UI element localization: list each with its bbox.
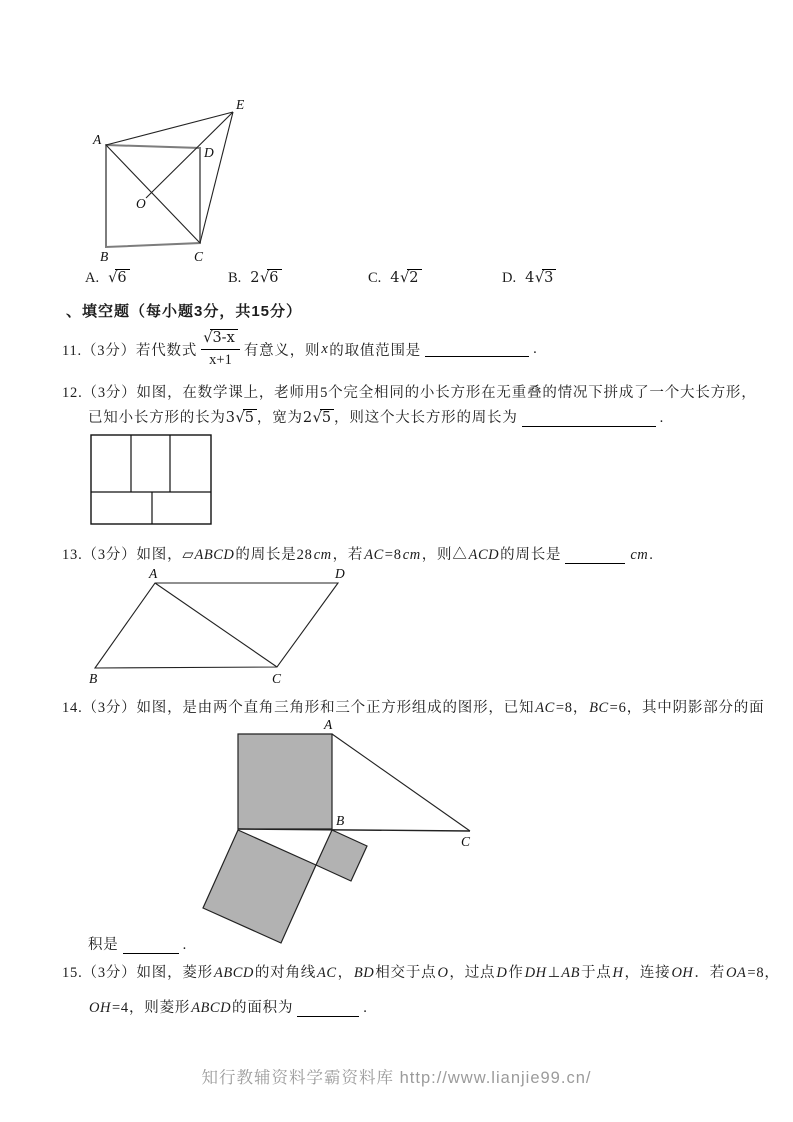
segment-ce (200, 112, 233, 243)
option-d-radicand: 3 (542, 269, 556, 286)
label-c: C (272, 671, 282, 686)
option-c-key: C. (368, 270, 382, 286)
q12-answer-blank (522, 411, 656, 427)
q12-text-2: ，宽为 (256, 410, 303, 426)
q12-radicand-2: 5 (320, 409, 334, 426)
radical-icon: √ (235, 410, 245, 426)
q15-text-11: =4，则菱形 (111, 1000, 191, 1016)
option-b-coef: 2 (250, 270, 261, 286)
label-a: A (93, 132, 102, 147)
q11-radicand: 3-x (210, 329, 237, 346)
radical-icon: √ (400, 270, 410, 286)
q11-denominator: x+1 (201, 349, 240, 369)
baseline-bc (238, 829, 470, 831)
q15-text-5: ，过点 (449, 965, 496, 981)
figure-parallelogram (80, 565, 370, 690)
option-a (85, 270, 130, 287)
footer-watermark: 知行教辅资料学霸资料库 http://www.lianjie99.cn/ (201, 1069, 592, 1087)
option-a-key: A. (85, 270, 100, 286)
label-d: D (204, 145, 214, 160)
label-d: D (335, 566, 345, 581)
hypotenuse-ac (332, 734, 470, 831)
q15-var-ab: AB (561, 965, 580, 981)
q15-var-bd: BD (353, 965, 375, 981)
label-a: A (324, 717, 333, 732)
radical-icon: √ (203, 330, 213, 347)
question-13 (62, 543, 654, 564)
diagonal-ac (155, 583, 277, 667)
label-e: E (236, 97, 245, 112)
big-rectangle (91, 435, 211, 524)
label-a: A (149, 566, 158, 581)
shaded-square-tilted-small (316, 830, 367, 881)
q14-text-2: =8， (555, 700, 589, 716)
q13-text-3: ，若 (332, 547, 364, 563)
q13-text-2: 的周长是28 (235, 547, 313, 563)
q14-var-ac: AC (535, 700, 555, 716)
q11-period: . (533, 340, 538, 357)
label-b: B (100, 249, 109, 264)
option-d (502, 270, 556, 287)
q15-text-1: 15.（3分）如图，菱形 (62, 965, 213, 981)
q13-unit-cm2: cm (402, 547, 421, 563)
q15-text-12: 的面积为 (232, 1000, 294, 1016)
option-d-coef: 4 (525, 270, 535, 286)
q13-var-abcd: ABCD (194, 547, 235, 563)
q11-numerator (201, 329, 240, 348)
figure-square-abcde (85, 95, 265, 267)
q12-radicand-1: 5 (243, 409, 257, 426)
question-12-line1: 12.（3分）如图，在数学课上，老师用5个完全相同的小长方形在无重叠的情况下拼成了一个大长方形， (62, 385, 757, 401)
q15-text-9: ．若 (694, 965, 725, 981)
radical-icon: √ (534, 270, 545, 286)
q11-text-1: 11.（3分）若代数式 (62, 342, 198, 359)
question-15-line2 (88, 996, 368, 1017)
q15-var-oa: OA (726, 965, 747, 981)
q13-unit-cm1: cm (313, 547, 332, 563)
question-11 (62, 330, 538, 368)
q15-var-abcd: ABCD (213, 965, 254, 981)
figure-rectangles (88, 432, 218, 529)
option-b (228, 270, 282, 287)
shaded-square-tilted-large (203, 830, 316, 943)
q15-text-4: 相交于点 (375, 965, 437, 981)
q14-period: . (182, 937, 188, 953)
q12-coef-1: 3 (225, 410, 236, 426)
q13-answer-blank (565, 548, 625, 564)
q11-fraction (201, 329, 240, 368)
q13-text-4: =8 (384, 547, 402, 563)
figure-pythagoras (195, 718, 485, 950)
diagonal-ac (106, 145, 200, 243)
q12-coef-2: 2 (302, 410, 313, 426)
q11-answer-blank (425, 341, 529, 357)
q12-period: . (659, 410, 665, 426)
q15-var-d: D (496, 965, 508, 981)
label-c: C (194, 249, 204, 264)
q14-text-4: 积是 (88, 937, 119, 953)
q15-var-dh: DH (524, 965, 547, 981)
label-b: B (89, 671, 98, 686)
option-c-radicand: 2 (407, 269, 421, 286)
q15-text-10: =8， (747, 965, 780, 981)
q15-text-7: 于点 (580, 965, 612, 981)
shaded-square-large (238, 734, 332, 829)
perpendicular-icon: ⊥ (547, 965, 561, 981)
q14-var-bc: BC (589, 700, 609, 716)
q15-var-oh2: OH (89, 1000, 111, 1016)
q13-unit-cm3: cm (630, 547, 649, 563)
section-header: 、填空题（每小题3分，共15分） (66, 303, 303, 320)
q15-var-o: O (437, 965, 449, 981)
q12-text-1: 已知小长方形的长为 (88, 410, 226, 426)
option-c-coef: 4 (390, 270, 401, 286)
question-14-line2 (88, 933, 187, 954)
option-b-radicand: 6 (267, 269, 281, 286)
question-14-line1 (62, 696, 764, 717)
q14-answer-blank (123, 938, 179, 954)
label-o: O (136, 196, 146, 211)
q11-text-2: 有意义，则 (243, 342, 321, 359)
q15-period: . (363, 1000, 368, 1016)
option-d-key: D. (502, 270, 517, 286)
question-15-line1 (62, 961, 780, 982)
segment-oe (146, 112, 233, 198)
q15-var-oh: OH (671, 965, 694, 981)
q14-text-3: =6，其中阴影部分的面 (609, 700, 765, 716)
q13-var-ac: AC (364, 547, 384, 563)
q15-text-2: 的对角线 (254, 965, 317, 981)
q12-text-3: ，则这个大长方形的周长为 (334, 410, 518, 426)
q15-text-6: 作 (508, 965, 524, 981)
q15-var-ac: AC (317, 965, 337, 981)
question-12-line2 (88, 406, 664, 427)
option-b-key: B. (228, 270, 242, 286)
q15-text-8: ，连接 (624, 965, 671, 981)
option-a-radicand: 6 (115, 269, 129, 286)
q13-period: . (649, 547, 654, 563)
q14-text-1: 14.（3分）如图，是由两个直角三角形和三个正方形组成的图形，已知 (62, 700, 535, 716)
q11-text-3: 的取值范围是 (329, 342, 422, 359)
option-c (368, 270, 422, 287)
q15-var-h: H (612, 965, 624, 981)
q15-text-3: ， (337, 965, 353, 981)
radical-icon: √ (108, 270, 118, 286)
q13-text-5: ，则△ (421, 547, 468, 563)
q13-text-6: 的周长是 (500, 547, 562, 563)
parallelogram-icon: ▱ (182, 547, 194, 563)
q13-text-1: 13.（3分）如图， (62, 547, 183, 563)
q11-var-x: x (321, 340, 329, 357)
radical-icon: √ (312, 410, 322, 426)
radical-icon: √ (260, 270, 270, 286)
q15-var-abcd2: ABCD (191, 1000, 232, 1016)
q13-var-acd: ACD (468, 547, 500, 563)
label-c: C (461, 834, 471, 849)
segment-ae (106, 112, 233, 145)
label-b: B (336, 813, 345, 828)
q15-answer-blank (297, 1001, 359, 1017)
